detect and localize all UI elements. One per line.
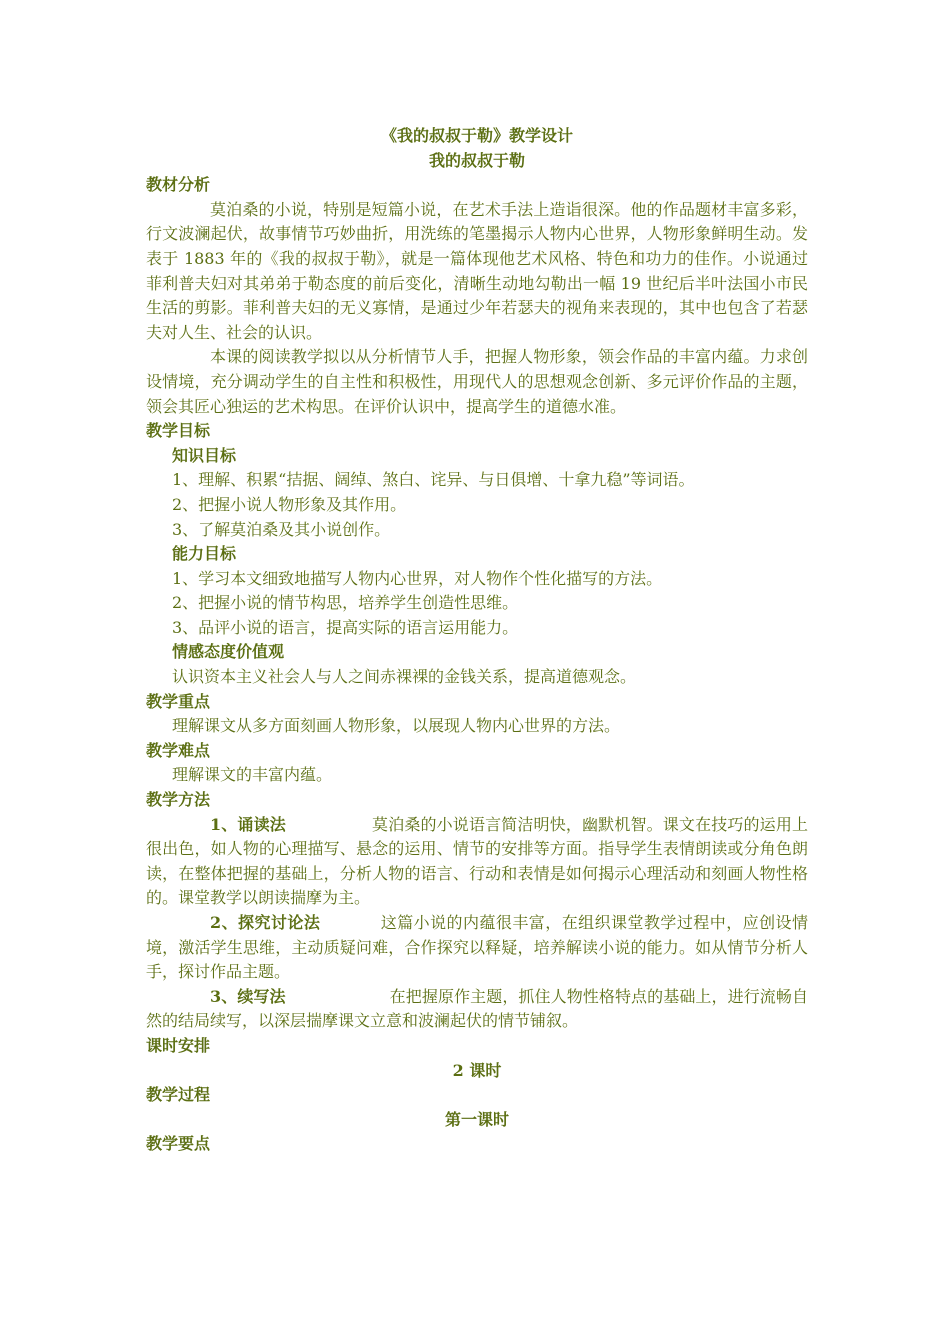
method-text: 这篇小说的内蕴很丰富，在组织课堂教学过程中，应创设情境，激活学生思维，主动质疑问难，合作探究以释疑，培养解读小说的能力。如从情节分析人手，探讨作品主题。	[146, 913, 808, 982]
ability-goal-title: 能力目标	[172, 544, 237, 564]
method-paragraph	[146, 911, 808, 985]
ability-goal-item: 2、把握小说的情节构思，培养学生创造性思维。	[172, 593, 519, 613]
method-paragraph	[146, 985, 808, 1034]
document-body	[146, 124, 808, 1157]
schedule-text: 2 课时	[452, 1060, 502, 1080]
method-label: 3、续写法	[210, 986, 286, 1006]
section-heading-material: 教材分析	[146, 175, 211, 195]
section-heading-method: 教学方法	[146, 790, 211, 810]
ability-goal-item: 3、品评小说的语言，提高实际的语言运用能力。	[172, 617, 519, 637]
section-heading-key: 教学重点	[146, 691, 211, 711]
knowledge-goal-item: 3、了解莫泊桑及其小说创作。	[172, 519, 391, 539]
section-heading-difficulty: 教学难点	[146, 740, 211, 760]
ability-goal-item: 1、学习本文细致地描写人物内心世界，对人物作个性化描写的方法。	[172, 568, 663, 588]
material-paragraph-2: 本课的阅读教学拟以从分析情节人手，把握人物形象，领会作品的丰富内蕴。力求创设情境，充分调动学生的自主性和积极性，用现代人的思想观念创新、多元评价作品的主题，领会其匠心独运的艺术构思。在评价认识中，提高学生的道德水准。	[146, 347, 808, 416]
section-heading-points: 教学要点	[146, 1134, 211, 1154]
knowledge-goal-item: 1、理解、积累“拮据、阔绰、煞白、诧异、与日俱增、十拿九稳”等词语。	[172, 470, 695, 490]
material-paragraph-1: 莫泊桑的小说，特别是短篇小说，在艺术手法上造诣很深。他的作品题材丰富多彩，行文波澜起伏，故事情节巧妙曲折，用洗练的笔墨揭示人物内心世界，人物形象鲜明生动。发表于 1883 年的《我的叔叔于勒》，就是一篇体现他艺术风格、特色和功力的佳作。小说通过菲利普夫妇对其弟弟于勒态度的前后变化，清晰生动地勾勒出一幅 19 世纪后半叶法国小市民生活的剪影。菲利普夫妇的无义寡情，是通过少年若瑟夫的视角来表现的，其中也包含了若瑟夫对人生、社会的认识。	[146, 199, 808, 342]
method-text: 莫泊桑的小说语言简洁明快，幽默机智。课文在技巧的运用上很出色，如人物的心理描写、悬念的运用、情节的安排等方面。指导学生表情朗读或分角色朗读，在整体把握的基础上，分析人物的语言、行动和表情是如何揭示心理活动和刻画人物性格的。课堂教学以朗读揣摩为主。	[146, 814, 808, 908]
section-heading-process: 教学过程	[146, 1085, 211, 1105]
knowledge-goal-title: 知识目标	[172, 445, 237, 465]
difficulty-text: 理解课文的丰富内蕴。	[172, 765, 333, 785]
emotion-goal-title: 情感态度价值观	[172, 642, 285, 662]
method-text: 在把握原作主题，抓住人物性格特点的基础上，进行流畅自然的结局续写，以深层揣摩课文立意和波澜起伏的情节铺叙。	[146, 986, 808, 1031]
section-heading-schedule: 课时安排	[146, 1035, 211, 1055]
section-heading-goals: 教学目标	[146, 421, 211, 441]
document-subtitle: 我的叔叔于勒	[428, 150, 525, 170]
method-label: 2、探究讨论法	[210, 913, 321, 932]
key-point-text: 理解课文从多方面刻画人物形象，以展现人物内心世界的方法。	[172, 716, 621, 736]
emotion-goal-text: 认识资本主义社会人与人之间赤裸裸的金钱关系，提高道德观念。	[172, 667, 637, 687]
method-paragraph	[146, 813, 808, 911]
knowledge-goal-item: 2、把握小说人物形象及其作用。	[172, 494, 407, 514]
method-label: 1、诵读法	[210, 814, 286, 834]
document-title: 《我的叔叔于勒》教学设计	[380, 126, 573, 145]
first-lesson-title: 第一课时	[444, 1109, 509, 1129]
